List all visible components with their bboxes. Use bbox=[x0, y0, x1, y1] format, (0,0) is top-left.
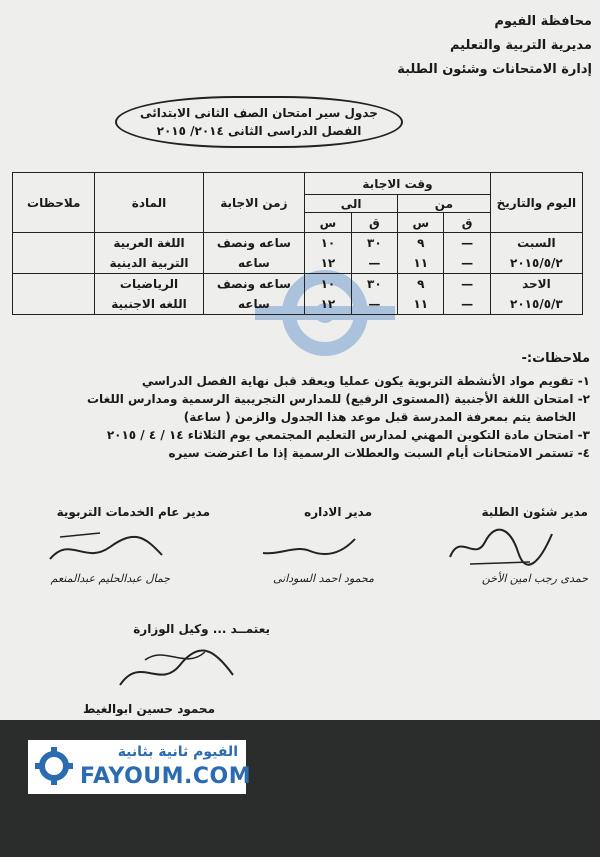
value: — bbox=[461, 277, 474, 291]
col-from-s: س bbox=[398, 213, 444, 233]
schedule-table bbox=[12, 172, 583, 315]
col-to-header: الى bbox=[305, 195, 398, 213]
value: — bbox=[368, 256, 381, 270]
day-label: الاحد bbox=[522, 277, 551, 291]
col-notes-header: ملاحظات bbox=[13, 173, 95, 233]
table-row bbox=[13, 233, 583, 274]
value: ٣٠ bbox=[367, 236, 382, 250]
site-logo bbox=[28, 740, 252, 794]
value: — bbox=[461, 297, 474, 311]
students-manager-name: حمدى رجب امين الأخن bbox=[481, 572, 588, 585]
col-to-s: س bbox=[305, 213, 351, 233]
value: — bbox=[461, 236, 474, 250]
approval-name: محمود حسين ابوالغيط bbox=[83, 702, 215, 716]
note-item: ٤- تستمر الامتحانات أيام السبت والعطلات الرسمية إذا ما اعترضت سيره bbox=[168, 446, 590, 460]
title-line-2: الفصل الدراسى الثانى ٢٠١٤/ ٢٠١٥ bbox=[156, 124, 362, 138]
header-governorate: محافظة الفيوم bbox=[494, 14, 592, 29]
value: ساعه ونصف bbox=[216, 236, 291, 250]
value: الرياضيات bbox=[119, 277, 179, 291]
cell-day bbox=[490, 233, 582, 274]
cell-from-s bbox=[398, 233, 444, 274]
value: اللغة العربية bbox=[113, 236, 185, 250]
cell-to-q bbox=[351, 274, 397, 315]
value: ١٠ bbox=[320, 236, 336, 250]
services-manager-name: جمال عبدالحليم عبدالمنعم bbox=[50, 572, 170, 585]
notes-heading: ملاحظات:- bbox=[521, 351, 590, 366]
approval-title: يعتمــد ... وكيل الوزارة bbox=[133, 622, 270, 636]
admin-signature-icon bbox=[255, 525, 365, 565]
cell-day bbox=[490, 274, 582, 315]
value: اللغه الاجنبية bbox=[111, 297, 187, 311]
title-oval bbox=[115, 96, 403, 148]
admin-manager-title: مدير الاداره bbox=[304, 505, 372, 519]
students-signature-icon bbox=[440, 522, 560, 570]
cell-from-q bbox=[444, 233, 490, 274]
value: ٣٠ bbox=[367, 277, 382, 291]
value: ١١ bbox=[413, 297, 429, 311]
notes-section bbox=[10, 350, 590, 462]
header-directorate: مديرية التربية والتعليم bbox=[449, 38, 592, 53]
value: ساعه ونصف bbox=[216, 277, 291, 291]
cell-duration bbox=[203, 233, 305, 274]
date-label: ٢٠١٥/٥/٣ bbox=[510, 297, 563, 311]
services-signature-icon bbox=[40, 525, 170, 573]
cell-notes bbox=[13, 274, 95, 315]
col-from-q: ق bbox=[444, 213, 490, 233]
value: ساعه bbox=[237, 256, 270, 270]
value: ١٢ bbox=[320, 256, 336, 270]
title-line-1: جدول سير امتحان الصف الثانى الابتدائى bbox=[140, 106, 378, 120]
col-duration-header: زمن الاجابة bbox=[203, 173, 305, 233]
cell-to-s bbox=[305, 233, 351, 274]
col-to-q: ق bbox=[351, 213, 397, 233]
approval-signature-icon bbox=[105, 640, 245, 700]
cell-duration bbox=[203, 274, 305, 315]
value: — bbox=[461, 256, 474, 270]
date-label: ٢٠١٥/٥/٢ bbox=[510, 256, 563, 270]
cell-to-q bbox=[351, 233, 397, 274]
note-item: ٢- امتحان اللغة الأجنبية (المستوى الرفيع) للمدارس التجريبية الرسمية ومدارس اللغات bbox=[87, 392, 590, 406]
col-day-header: اليوم والتاريخ bbox=[490, 173, 582, 233]
logo-english-text: FAYOUM.COM bbox=[80, 764, 252, 789]
header-department: إدارة الامتحانات وشئون الطلبة bbox=[397, 62, 592, 77]
cell-subject bbox=[95, 233, 203, 274]
note-item: الخاصة يتم بمعرفة المدرسة قبل موعد هذا الجدول والزمن ( ساعة) bbox=[183, 410, 576, 424]
value: ساعه bbox=[237, 297, 270, 311]
logo-arabic-text: الفيوم ثانية بثانية bbox=[117, 744, 238, 760]
gear-icon bbox=[34, 746, 74, 786]
value: ٩ bbox=[417, 277, 425, 291]
cell-subject bbox=[95, 274, 203, 315]
admin-manager-name: محمود احمد السودانى bbox=[272, 572, 374, 585]
cell-from-q bbox=[444, 274, 490, 315]
value: ١٠ bbox=[320, 277, 336, 291]
day-label: السبت bbox=[517, 236, 556, 250]
value: ١٢ bbox=[320, 297, 336, 311]
col-time-header: وقت الاجابة bbox=[305, 173, 491, 195]
cell-notes bbox=[13, 233, 95, 274]
header-block bbox=[397, 10, 592, 82]
value: — bbox=[368, 297, 381, 311]
col-from-header: من bbox=[398, 195, 491, 213]
cell-from-s bbox=[398, 274, 444, 315]
cell-to-s bbox=[305, 274, 351, 315]
students-manager-title: مدير شئون الطلبة bbox=[481, 505, 588, 519]
table-row bbox=[13, 274, 583, 315]
note-item: ٣- امتحان مادة التكوين المهني لمدارس التعليم المجتمعي يوم الثلاثاء ١٤ / ٤ / ٢٠١٥ bbox=[106, 428, 590, 442]
services-manager-title: مدير عام الخدمات التربوية bbox=[56, 505, 210, 519]
value: ١١ bbox=[413, 256, 429, 270]
note-item: ١- تقويم مواد الأنشطة التربوية يكون عمليا ويعقد قبل نهاية الفصل الدراسي bbox=[141, 374, 590, 388]
col-subject-header: المادة bbox=[95, 173, 203, 233]
value: التربية الدينية bbox=[109, 256, 189, 270]
value: ٩ bbox=[417, 236, 425, 250]
